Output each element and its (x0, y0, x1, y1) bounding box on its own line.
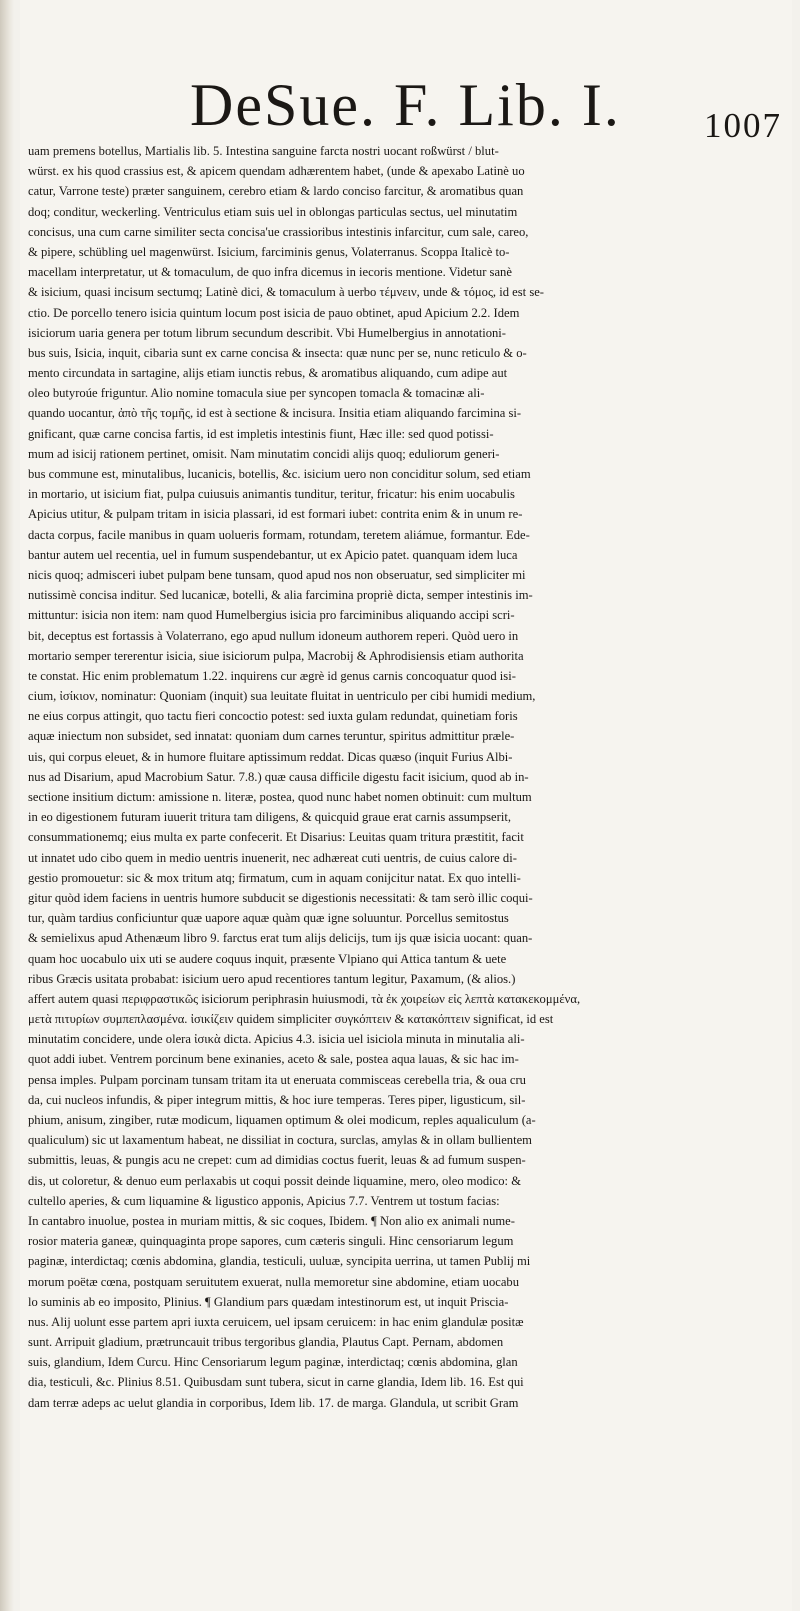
text-line: rosior materia ganeæ, quinquaginta prope sapores, cum cæteris singuli. Hinc censoriarum legum (28, 1234, 514, 1249)
text-line: catur, Varrone teste) præter sanguinem, cerebro etiam & lardo conciso farcitur, & aromatibus quan (28, 184, 524, 199)
text-line: bantur autem uel recentia, uel in fumum suspendebantur, ut ex Apicio patet. quanquam idem luca (28, 547, 518, 562)
text-line: gnificant, quæ carne concisa fartis, id est impletis intestinis fiunt, Hæc ille: sed quod potissi- (28, 426, 494, 441)
text-line: würst. ex his quod crassius est, & apicem quendam adhærentem habet, (unde & apexabo Latinè uo (28, 164, 525, 179)
text-line: ut innatet udo cibo quem in medio uentris inuenerit, nec adhæreat cuti uentris, de cuius calore di- (28, 850, 517, 865)
text-line: ribus Græcis usitata probabat: isicium uero apud recentiores tantum legitur, Paxamum, (& alios.) (28, 971, 516, 986)
book-binding-gutter (0, 0, 14, 1611)
text-line: nus. Alij uolunt esse partem apri iuxta ceruicem, uel ipsam ceruicem: in hac enim glandulæ positæ (28, 1314, 524, 1329)
text-line: consummationemq; eius multa ex parte confecerit. Et Disarius: Leuitas quam tritura præstitit, facit (28, 830, 524, 845)
text-line: phium, anisum, zingiber, rutæ modicum, liquamen optimum & olei modicum, reples aqualiculum (a- (28, 1113, 536, 1127)
text-line: sectione insitium dictum: amissione n. literæ, postea, quod nunc habet nomen obtinuit: cum multum (28, 790, 532, 804)
text-line: In cantabro inuolue, postea in muriam mittis, & sic coques, Ibidem. ¶ Non alio ex animali nume- (28, 1213, 515, 1228)
text-line: & pipere, schübling uel magenwürst. Isicium, farciminis genus, Volaterranus. Scoppa Italicè to- (28, 244, 510, 259)
text-line: quam hoc uocabulo uix uti se audere coquus inquit, præsente Vlpiano qui Attica tantum & uete (28, 951, 507, 966)
text-line: nutissimè concisa inditur. Sed lucanicæ, botelli, & alia farcimina propriè dicta, semper intestinis im- (28, 588, 533, 603)
text-line: suis, glandium, Idem Curcu. Hinc Censoriarum legum paginæ, interdictaq; cœnis abdomina, glan (28, 1355, 518, 1370)
book-page (20, 0, 792, 1611)
text-line: cium, ἰσίκιον, nominatur: Quoniam (inquit) sua leuitate fluitat in uentriculo per cibi humidi medium, (28, 689, 536, 704)
text-line: dia, testiculi, &c. Plinius 8.51. Quibusdam sunt tubera, sicut in carne glandia, Idem lib. 16. Est qui (28, 1375, 524, 1390)
text-line: aquæ iniectum non subsidet, sed innatat: quoniam dum carnes teruntur, spiritus admittitur præle- (28, 729, 515, 744)
text-line: doq; conditur, weckerling. Ventriculus etiam suis uel in oblongas particulas sectus, uel minutatim (28, 204, 518, 219)
text-line: dis, ut coloretur, & denuo eum perlaxabis ut coqui possit deinde liquamine, mero, oleo modico: & (28, 1173, 522, 1188)
text-line: lo suminis ab eo imposito, Plinius. ¶ Glandium pars quædam intestinorum est, ut inquit Priscia- (28, 1294, 509, 1309)
text-line: sunt. Arripuit gladium, prætruncauit tribus tergoribus glandia, Plautus Capt. Pernam, abdomen (28, 1335, 504, 1350)
text-line: tur, quàm tardius conficiuntur quæ uapore aquæ quàm quæ igne soluuntur. Porcellus semitostus (28, 911, 509, 926)
text-line: & semielixus apud Athenæum libro 9. farctus erat tum alijs delicijs, tum ijs quæ isicia uocant: quan- (28, 931, 533, 946)
text-line: nus ad Disarium, apud Macrobium Satur. 7.8.) quæ causa difficile digestu facit isicium, quod ab in- (28, 769, 529, 784)
body-text-column (28, 141, 788, 1413)
text-line: uam premens botellus, Martialis lib. 5. Intestina sanguine farcta nostri uocant roßwürst / blut- (28, 144, 499, 158)
text-line: minutatim concidere, unde olera ἰσικὰ dicta. Apicius 4.3. isicia uel isiciola minuta in minutalia ali- (28, 1032, 525, 1047)
blank-lower-margin (20, 1340, 792, 1611)
text-line: dacta corpus, facile manibus in quam uolueris formam, rotundam, teretem aliámue, formantur. Ede- (28, 527, 530, 542)
text-line: pensa imples. Pulpam porcinam tunsam tritam ita ut eneruata commisceas cerebella tria, & oua cru (28, 1072, 526, 1087)
page-header (20, 60, 792, 150)
text-line: morum poëtæ cœna, postquam seruitutem exuerat, nulla memoretur sine abdomine, etiam uocabu (28, 1274, 520, 1289)
text-line: macellam interpretatur, ut & tomaculum, de quo infra dicemus in iecoris mentione. Videtur sanè (28, 265, 512, 280)
page-number: 1007 (704, 106, 782, 145)
text-line: mittuntur: isicia non item: nam quod Humelbergius isicia pro farciminibus aliquando accipi scri- (28, 608, 515, 623)
text-line: uis, qui corpus eleuet, & in humore fluitare aptissimum reddat. Dicas quæso (inquit Furius Albi- (28, 749, 513, 764)
text-line: paginæ, interdictaq; cœnis abdomina, glandia, testiculi, uuluæ, syncipita uerrina, ut tamen Publij mi (28, 1254, 531, 1269)
text-line: oleo butyroúe friguntur. Alio nomine tomacula siue per syncopen tomacla & tomacinæ ali- (28, 386, 485, 401)
text-line: submittis, leuas, & pungis acu ne crepet: cum ad dimidias coctus fuerit, leuas & ad fumum suspen- (28, 1153, 526, 1168)
text-line: affert autem quasi περιφραστικῶς isiciorum periphrasin huiusmodi, τὰ ἐκ χοιρείων εἰς λεπτὰ κατακεκομμένα, (28, 991, 581, 1006)
text-line: te constat. Hic enim problematum 1.22. inquirens cur ægrè id genus carnis concoquatur quod isi- (28, 668, 516, 683)
text-line: quot addi iubet. Ventrem porcinum bene exinanies, aceto & sale, postea aqua lauas, & sic hac im- (28, 1052, 519, 1067)
text-line: cultello aperies, & cum liquamine & ligustico apponis, Apicius 7.7. Ventrem ut tostum facias: (28, 1193, 500, 1208)
text-line: ctio. De porcello tenero isicia quintum locum post isicia de pauo obtinet, apud Apicium 2.2. Idem (28, 305, 520, 320)
text-line: bus suis, Isicia, inquit, cibaria sunt ex carne concisa & insecta: quæ nunc per se, nunc reticulo & o- (28, 345, 527, 360)
text-line: mento circundata in sartagine, alijs etiam iunctis rebus, & aromatibus aliquando, cum adipe aut (28, 366, 508, 381)
text-line: da, cui nucleos infundis, & piper integrum mittis, & hoc iure temperas. Teres piper, ligusticum, sil- (28, 1092, 526, 1107)
running-head: DeSue. F. Lib. I. (190, 72, 621, 138)
text-line: in mortario, ut isicium fiat, pulpa cuiusuis animantis tunditur, teritur, fricatur: his enim uocabulis (28, 487, 515, 502)
text-line: μετὰ πιτυρίων συμπεπλασμένα. ἰσικίζειν quidem simpliciter συγκόπτειν & κατακόπτειν significat, id est (28, 1012, 554, 1027)
text-line: isiciorum uaria genera per totum librum secundum describit. Vbi Humelbergius in annotationi- (28, 325, 506, 340)
text-line: qualiculum) sic ut laxamentum habeat, ne dissiliat in coctura, surclas, amylas & in ollam bullientem (28, 1133, 532, 1148)
text-line: mum ad isicij rationem pertinet, omisit. Nam minutatim concidi alijs quoq; eduliorum generi- (28, 446, 500, 461)
text-line: quando uocantur, ἀπὸ τῆς τομῆς, id est à sectione & incisura. Insitia etiam aliquando farcimina si- (28, 406, 522, 421)
text-line: nicis quoq; admisceri iubet pulpam bene tunsam, quod apud nos non obseruatur, sed simpliciter mi (28, 567, 526, 582)
text-line: bus commune est, minutalibus, lucanicis, botellis, &c. isicium uero non conciditur solum, sed etiam (28, 467, 531, 481)
text-line: gitur quòd idem faciens in uentris humore subducit se digestionis necessitati: & tam serò illic coqui- (28, 890, 533, 905)
text-line: & isicium, quasi incisum sectumq; Latinè dici, & tomaculum à uerbo τέμνειν, unde & τόμος, id est se- (28, 285, 544, 300)
text-line: in eo digestionem futuram iuuerit tritura tam diligens, & quicquid graue erat carnis assumpserit, (28, 810, 511, 825)
text-line: gestio promouetur: sic & mox tritum atq; firmatum, cum in aquam conijcitur natat. Ex quo intelli- (28, 870, 521, 885)
text-line: bit, deceptus est fortassis à Volaterrano, ego apud nullum idoneum authorem reperi. Quòd uero in (28, 628, 519, 643)
text-line: mortario semper tererentur isicia, siue isiciorum pulpa, Macrobij & Aphrodisiensis etiam authorita (28, 648, 524, 663)
text-line: dam terræ adeps ac uelut glandia in corporibus, Idem lib. 17. de marga. Glandula, ut scribit Gram (28, 1395, 519, 1410)
text-line: concisus, una cum carne similiter secta concisa'ue crassioribus intestinis infarcitur, cum sale, careo, (28, 224, 529, 239)
text-line: Apicius utitur, & pulpam tritam in isicia plassari, id est formari iubet: contrita enim & in unum re- (28, 507, 523, 522)
text-line: ne eius corpus attingit, quo tactu fieri concoctio potest: sed iuxta gulam redundat, quinetiam foris (28, 709, 518, 724)
